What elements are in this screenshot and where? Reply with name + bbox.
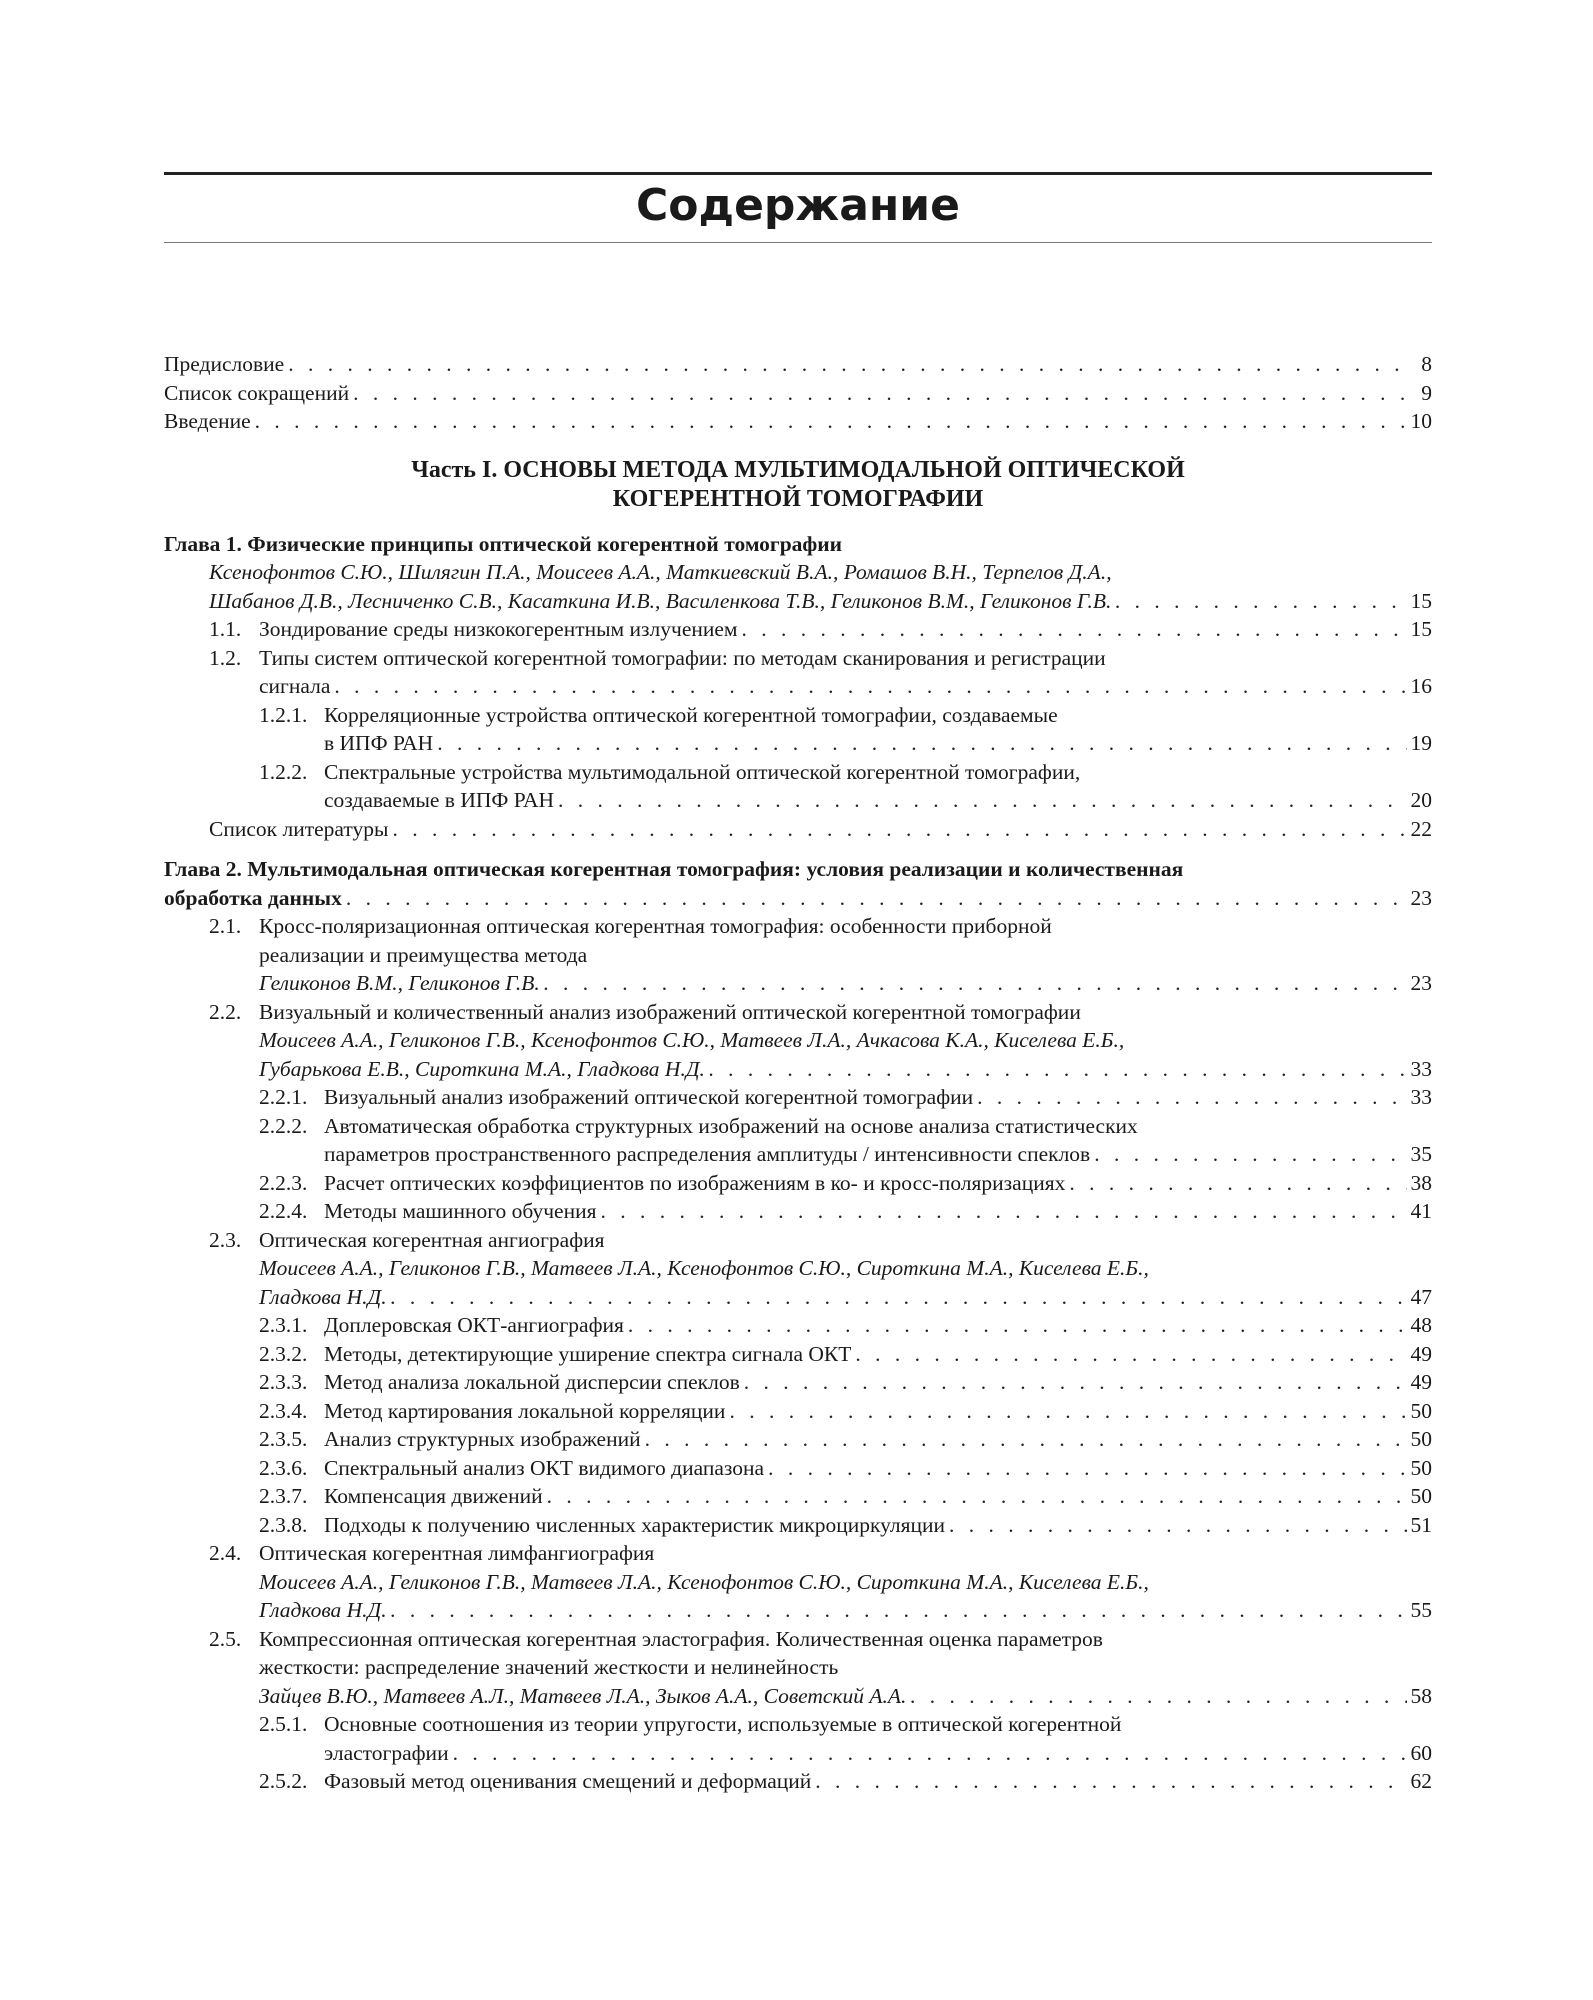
page-number: 22 xyxy=(1410,816,1432,841)
entry-text: Геликонов В.М., Геликонов Г.В. xyxy=(259,971,540,995)
page-number: 16 xyxy=(1410,674,1432,698)
toc-entry-2-4-authors xyxy=(164,1568,1432,1597)
toc-entry-2-3-8[interactable] xyxy=(164,1511,1432,1540)
chapter-1-authors-line2 xyxy=(164,587,1432,616)
page-number: 51 xyxy=(1410,1512,1432,1537)
toc-entry-introduction[interactable] xyxy=(164,407,1432,436)
entry-text: Введение xyxy=(164,409,251,433)
page-number: 55 xyxy=(1410,1598,1432,1622)
toc-entry-2-3-2[interactable] xyxy=(164,1340,1432,1369)
toc-entry-2-1-cont[interactable] xyxy=(164,941,1432,970)
entry-text: создаваемые в ИПФ РАН xyxy=(324,788,555,812)
toc-entry-1-2[interactable] xyxy=(164,644,1432,673)
section-number: 2.1. xyxy=(209,914,242,938)
section-number: 2.5.1. xyxy=(259,1712,308,1736)
entry-text: Спектральные устройства мультимодальной оптической когерентной томографии, xyxy=(324,759,1081,784)
section-number: 2.2.2. xyxy=(259,1113,308,1138)
toc-entry-ch1-references[interactable] xyxy=(164,815,1432,844)
page-number: 8 xyxy=(1421,352,1432,376)
page-number: 41 xyxy=(1410,1199,1432,1223)
entry-text: Компенсация движений xyxy=(324,1484,543,1508)
section-number: 2.3.8. xyxy=(259,1512,308,1537)
toc-entry-2-5-1-cont[interactable] xyxy=(164,1739,1432,1768)
toc-entry-1-2-2[interactable] xyxy=(164,758,1432,787)
toc-entry-2-5-cont[interactable] xyxy=(164,1653,1432,1682)
toc-entry-2-5[interactable] xyxy=(164,1625,1432,1654)
entry-text: Оптическая когерентная лимфангиография xyxy=(259,1541,655,1565)
toc-entry-1-2-2-cont[interactable] xyxy=(164,786,1432,815)
entry-text: Гладкова Н.Д. xyxy=(259,1598,387,1622)
entry-text: Расчет оптических коэффициентов по изображениям в ко- и кросс-поляризациях xyxy=(324,1170,1066,1195)
entry-text: Кросс-поляризационная оптическая когерентная томография: особенности приборной xyxy=(259,914,1052,938)
entry-text: параметров пространственного распределения амплитуды / интенсивности спеклов xyxy=(324,1142,1091,1166)
entry-text: Губарькова Е.В., Сироткина М.А., Гладкова Н.Д. xyxy=(259,1056,705,1081)
chapter-1-authors: Ксенофонтов С.Ю., Шилягин П.А., Моисеев А.А., Маткиевский В.А., Ромашов В.Н., Терпелов Д.А., xyxy=(209,560,1112,584)
page-number: 20 xyxy=(1410,788,1432,812)
entry-text: Доплеровская ОКТ-ангиография xyxy=(324,1313,624,1337)
section-number: 2.3.4. xyxy=(259,1398,308,1423)
section-number: 2.3.3. xyxy=(259,1370,308,1394)
part-heading-line: Часть I. ОСНОВЫ МЕТОДА МУЛЬТИМОДАЛЬНОЙ ОПТИЧЕСКОЙ xyxy=(411,456,1185,483)
entry-text: Типы систем оптической когерентной томографии: по методам сканирования и регистрации xyxy=(259,645,1106,670)
page-number: 50 xyxy=(1410,1484,1432,1508)
section-number: 2.3.2. xyxy=(259,1341,308,1366)
toc-entry-2-3[interactable] xyxy=(164,1226,1432,1255)
toc-entry-2-5-authors xyxy=(164,1682,1432,1711)
entry-text: реализации и преимущества метода xyxy=(259,942,588,967)
toc-entry-2-1-authors xyxy=(164,969,1432,998)
entry-text: Шабанов Д.В., Лесниченко С.В., Касаткина И.В., Василенкова Т.В., Геликонов В.М., Геликонов Г.В. xyxy=(209,588,1112,613)
toc-entry-2-3-authors-cont xyxy=(164,1283,1432,1312)
section-number: 2.2.3. xyxy=(259,1170,308,1195)
entry-text: Компрессионная оптическая когерентная эластография. Количественная оценка параметров xyxy=(259,1626,1103,1651)
toc-entry-2-2-2[interactable] xyxy=(164,1112,1432,1141)
toc-entry-2-3-4[interactable] xyxy=(164,1397,1432,1426)
entry-text: Спектральный анализ ОКТ видимого диапазона xyxy=(324,1455,765,1480)
page-number: 10 xyxy=(1410,409,1432,433)
entry-text: Список сокращений xyxy=(164,380,350,405)
table-of-contents xyxy=(164,350,1432,1796)
entry-text: Основные соотношения из теории упругости, используемые в оптической когерентной xyxy=(324,1712,1122,1736)
toc-entry-preface[interactable] xyxy=(164,350,1432,379)
toc-entry-2-2-4[interactable] xyxy=(164,1197,1432,1226)
entry-text: Визуальный анализ изображений оптической когерентной томографии xyxy=(324,1085,974,1109)
entry-text: Предисловие xyxy=(164,352,285,376)
entry-text: Визуальный и количественный анализ изображений оптической когерентной томографии xyxy=(259,999,1081,1024)
toc-entry-2-2-3[interactable] xyxy=(164,1169,1432,1198)
toc-entry-1-2-cont[interactable] xyxy=(164,672,1432,701)
page-number: 38 xyxy=(1410,1170,1432,1195)
toc-entry-2-3-5[interactable] xyxy=(164,1425,1432,1454)
entry-text: Подходы к получению численных характеристик микроциркуляции xyxy=(324,1512,946,1537)
entry-text: Метод картирования локальной корреляции xyxy=(324,1398,726,1423)
entry-text: Оптическая когерентная ангиография xyxy=(259,1227,605,1252)
page-number: 35 xyxy=(1410,1142,1432,1166)
toc-entry-2-2-authors xyxy=(164,1026,1432,1055)
section-number: 2.3.7. xyxy=(259,1484,308,1508)
entry-text: Метод анализа локальной дисперсии спеклов xyxy=(324,1370,740,1394)
page-number: 23 xyxy=(1410,885,1432,910)
toc-entry-2-2-authors-cont xyxy=(164,1055,1432,1084)
entry-text: Методы, детектирующие уширение спектра сигнала ОКТ xyxy=(324,1341,852,1366)
entry-text: сигнала xyxy=(259,674,331,698)
toc-entry-2-5-2[interactable] xyxy=(164,1767,1432,1796)
part-heading xyxy=(164,456,1432,514)
title-rule-top xyxy=(164,172,1432,175)
section-number: 2.3.5. xyxy=(259,1427,308,1451)
page-number: 47 xyxy=(1410,1284,1432,1309)
section-number: 1.2.2. xyxy=(259,759,308,784)
entry-text: Фазовый метод оценивания смещений и деформаций xyxy=(324,1769,812,1793)
section-number: 1.2. xyxy=(209,645,242,670)
entry-text: Список литературы xyxy=(209,816,389,841)
entry-text: Моисеев А.А., Геликонов Г.В., Матвеев Л.А., Ксенофонтов С.Ю., Сироткина М.А., Киселева Е.Б., xyxy=(259,1256,1149,1280)
toc-entry-1-2-1-cont[interactable] xyxy=(164,729,1432,758)
page-number: 33 xyxy=(1410,1085,1432,1109)
page-number: 50 xyxy=(1410,1455,1432,1480)
entry-text: Гладкова Н.Д. xyxy=(259,1284,387,1309)
toc-entry-2-2-2-cont[interactable] xyxy=(164,1140,1432,1169)
section-number: 2.5. xyxy=(209,1626,242,1651)
toc-entry-2-1[interactable] xyxy=(164,912,1432,941)
entry-text: Зондирование среды низкокогерентным излучением xyxy=(259,617,738,641)
page-number: 15 xyxy=(1410,588,1432,613)
toc-entry-2-3-6[interactable] xyxy=(164,1454,1432,1483)
section-number: 2.3.6. xyxy=(259,1455,308,1480)
section-number: 1.2.1. xyxy=(259,702,308,727)
entry-text: эластографии xyxy=(324,1740,449,1765)
section-number: 2.3.1. xyxy=(259,1313,308,1337)
entry-text: Моисеев А.А., Геликонов Г.В., Ксенофонтов С.Ю., Матвеев Л.А., Ачкасова К.А., Киселева Е.Б., xyxy=(259,1028,1125,1052)
toc-entry-1-2-1[interactable] xyxy=(164,701,1432,730)
section-number: 2.4. xyxy=(209,1541,242,1565)
toc-entry-2-4-authors-cont xyxy=(164,1596,1432,1625)
page-number: 50 xyxy=(1410,1398,1432,1423)
section-number: 2.3. xyxy=(209,1227,242,1252)
entry-text: Корреляционные устройства оптической когерентной томографии, создаваемые xyxy=(324,702,1058,727)
toc-entry-2-2-1[interactable] xyxy=(164,1083,1432,1112)
toc-entry-2-3-3[interactable] xyxy=(164,1368,1432,1397)
toc-entry-1-1[interactable] xyxy=(164,615,1432,644)
page-number: 49 xyxy=(1410,1370,1432,1394)
section-number: 2.2.4. xyxy=(259,1199,308,1223)
page-number: 58 xyxy=(1410,1683,1432,1708)
part-heading-line: КОГЕРЕНТНОЙ ТОМОГРАФИИ xyxy=(612,485,984,512)
entry-text: в ИПФ РАН xyxy=(324,731,434,755)
page-number: 23 xyxy=(1410,971,1432,995)
page-number: 48 xyxy=(1410,1313,1432,1337)
entry-text: обработка данных xyxy=(164,885,342,910)
page-number: 49 xyxy=(1410,1341,1432,1366)
page-number: 33 xyxy=(1410,1056,1432,1081)
section-number: 2.2. xyxy=(209,999,242,1024)
title-rule-bottom xyxy=(164,242,1432,243)
chapter-1-title[interactable]: Глава 1. Физические принципы оптической когерентной томографии xyxy=(164,531,843,556)
toc-entry-abbreviations[interactable] xyxy=(164,379,1432,408)
entry-text: Зайцев В.Ю., Матвеев А.Л., Матвеев Л.А., Зыков А.А., Советский А.А. xyxy=(259,1683,907,1708)
entry-text: жесткости: распределение значений жесткости и нелинейность xyxy=(259,1655,839,1679)
page-number: 9 xyxy=(1421,380,1432,405)
toc-entry-2-3-1[interactable] xyxy=(164,1311,1432,1340)
section-number: 1.1. xyxy=(209,617,242,641)
toc-entry-2-3-authors xyxy=(164,1254,1432,1283)
page-number: 60 xyxy=(1410,1740,1432,1765)
toc-entry-2-4[interactable] xyxy=(164,1539,1432,1568)
chapter-2-title-cont[interactable] xyxy=(164,884,1432,913)
page-number: 50 xyxy=(1410,1427,1432,1451)
section-number: 2.5.2. xyxy=(259,1769,308,1793)
entry-text: Методы машинного обучения xyxy=(324,1199,597,1223)
toc-entry-2-5-1[interactable] xyxy=(164,1710,1432,1739)
page-title: Содержание xyxy=(636,180,960,231)
section-number: 2.2.1. xyxy=(259,1085,308,1109)
entry-text: Анализ структурных изображений xyxy=(324,1427,641,1451)
page-number: 15 xyxy=(1410,617,1432,641)
entry-text: Автоматическая обработка структурных изображений на основе анализа статистических xyxy=(324,1113,1138,1138)
page-number: 62 xyxy=(1410,1769,1432,1793)
page-number: 19 xyxy=(1410,731,1432,755)
toc-entry-2-3-7[interactable] xyxy=(164,1482,1432,1511)
chapter-2-title[interactable]: Глава 2. Мультимодальная оптическая когерентная томография: условия реализации и количественная xyxy=(164,857,1184,881)
toc-entry-2-2[interactable] xyxy=(164,998,1432,1027)
entry-text: Моисеев А.А., Геликонов Г.В., Матвеев Л.А., Ксенофонтов С.Ю., Сироткина М.А., Киселева Е.Б., xyxy=(259,1569,1149,1594)
